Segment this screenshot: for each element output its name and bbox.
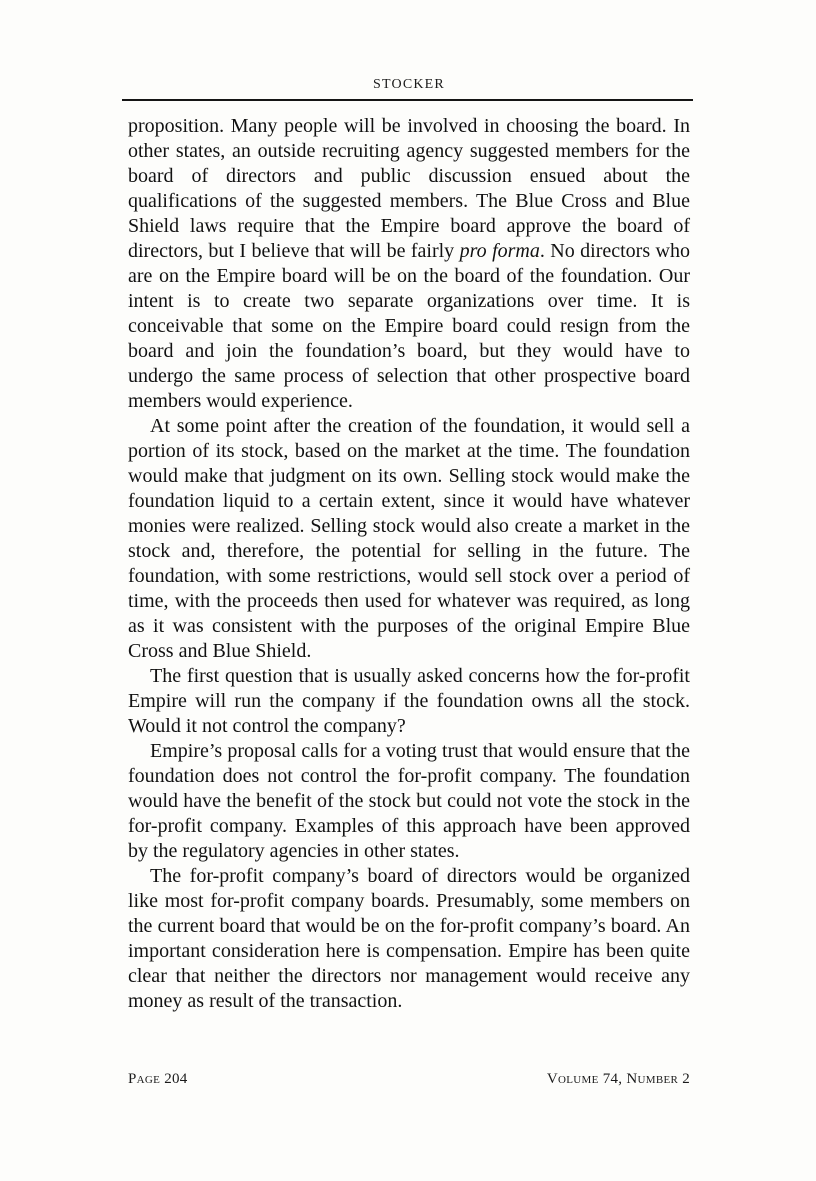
running-title: STOCKER [373,77,445,92]
footer-volume-info: Volume 74, Number 2 [546,1071,690,1087]
paragraph [128,864,690,1014]
text-segment: . No directors who are on the Empire board will be on the board of the foundation. Our intent is to create two separate organizations over time. It is conceivable that some on the Empire board could resign from the board and join the foundation’s board, but they would have to undergo the same process of selection that other prospective board members would experience. [128,240,690,412]
text-segment: At some point after the creation of the foundation, it would sell a portion of its stock, based on the market at the time. The foundation would make that judgment on its own. Selling stock would make the foundation liquid to a certain extent, since it would have whatever monies were realized. Selling stock would also create a market in the stock and, therefore, the potential for selling in the future. The foundation, with some restrictions, would sell stock over a period of time, with the proceeds then used for whatever was required, as long as it was consistent with the purposes of the original Empire Blue Cross and Blue Shield. [128,415,690,662]
text-segment: pro forma [459,240,540,262]
page-footer [128,1071,690,1088]
paragraph [128,114,690,414]
footer-page-number: Page 204 [128,1071,188,1087]
paragraph [128,414,690,664]
header-rule [122,99,693,101]
paragraph [128,664,690,739]
text-segment: The for-profit company’s board of directors would be organized like most for-profit company boards. Presumably, some members on the current board that would be on the for-profit company’s board. An important consideration here is compensation. Empire has been quite clear that neither the directors nor management would receive any money as result of the transaction. [128,865,690,1012]
body-text [128,114,690,1014]
text-segment: Empire’s proposal calls for a voting trust that would ensure that the foundation does not control the for-profit company. The foundation would have the benefit of the stock but could not vote the stock in the for-profit company. Examples of this approach have been approved by the regulatory agencies in other states. [128,740,690,862]
text-segment: The first question that is usually asked concerns how the for-profit Empire will run the company if the foundation owns all the stock. Would it not control the company? [128,665,690,737]
text-segment: proposition. Many people will be involved in choosing the board. In other states, an outside recruiting agency suggested members for the board of directors and public discussion ensued about the qualifications of the suggested members. The Blue Cross and Blue Shield laws require that the Empire board approve the board of directors, but I believe that will be fairly [128,115,690,262]
paragraph [128,739,690,864]
